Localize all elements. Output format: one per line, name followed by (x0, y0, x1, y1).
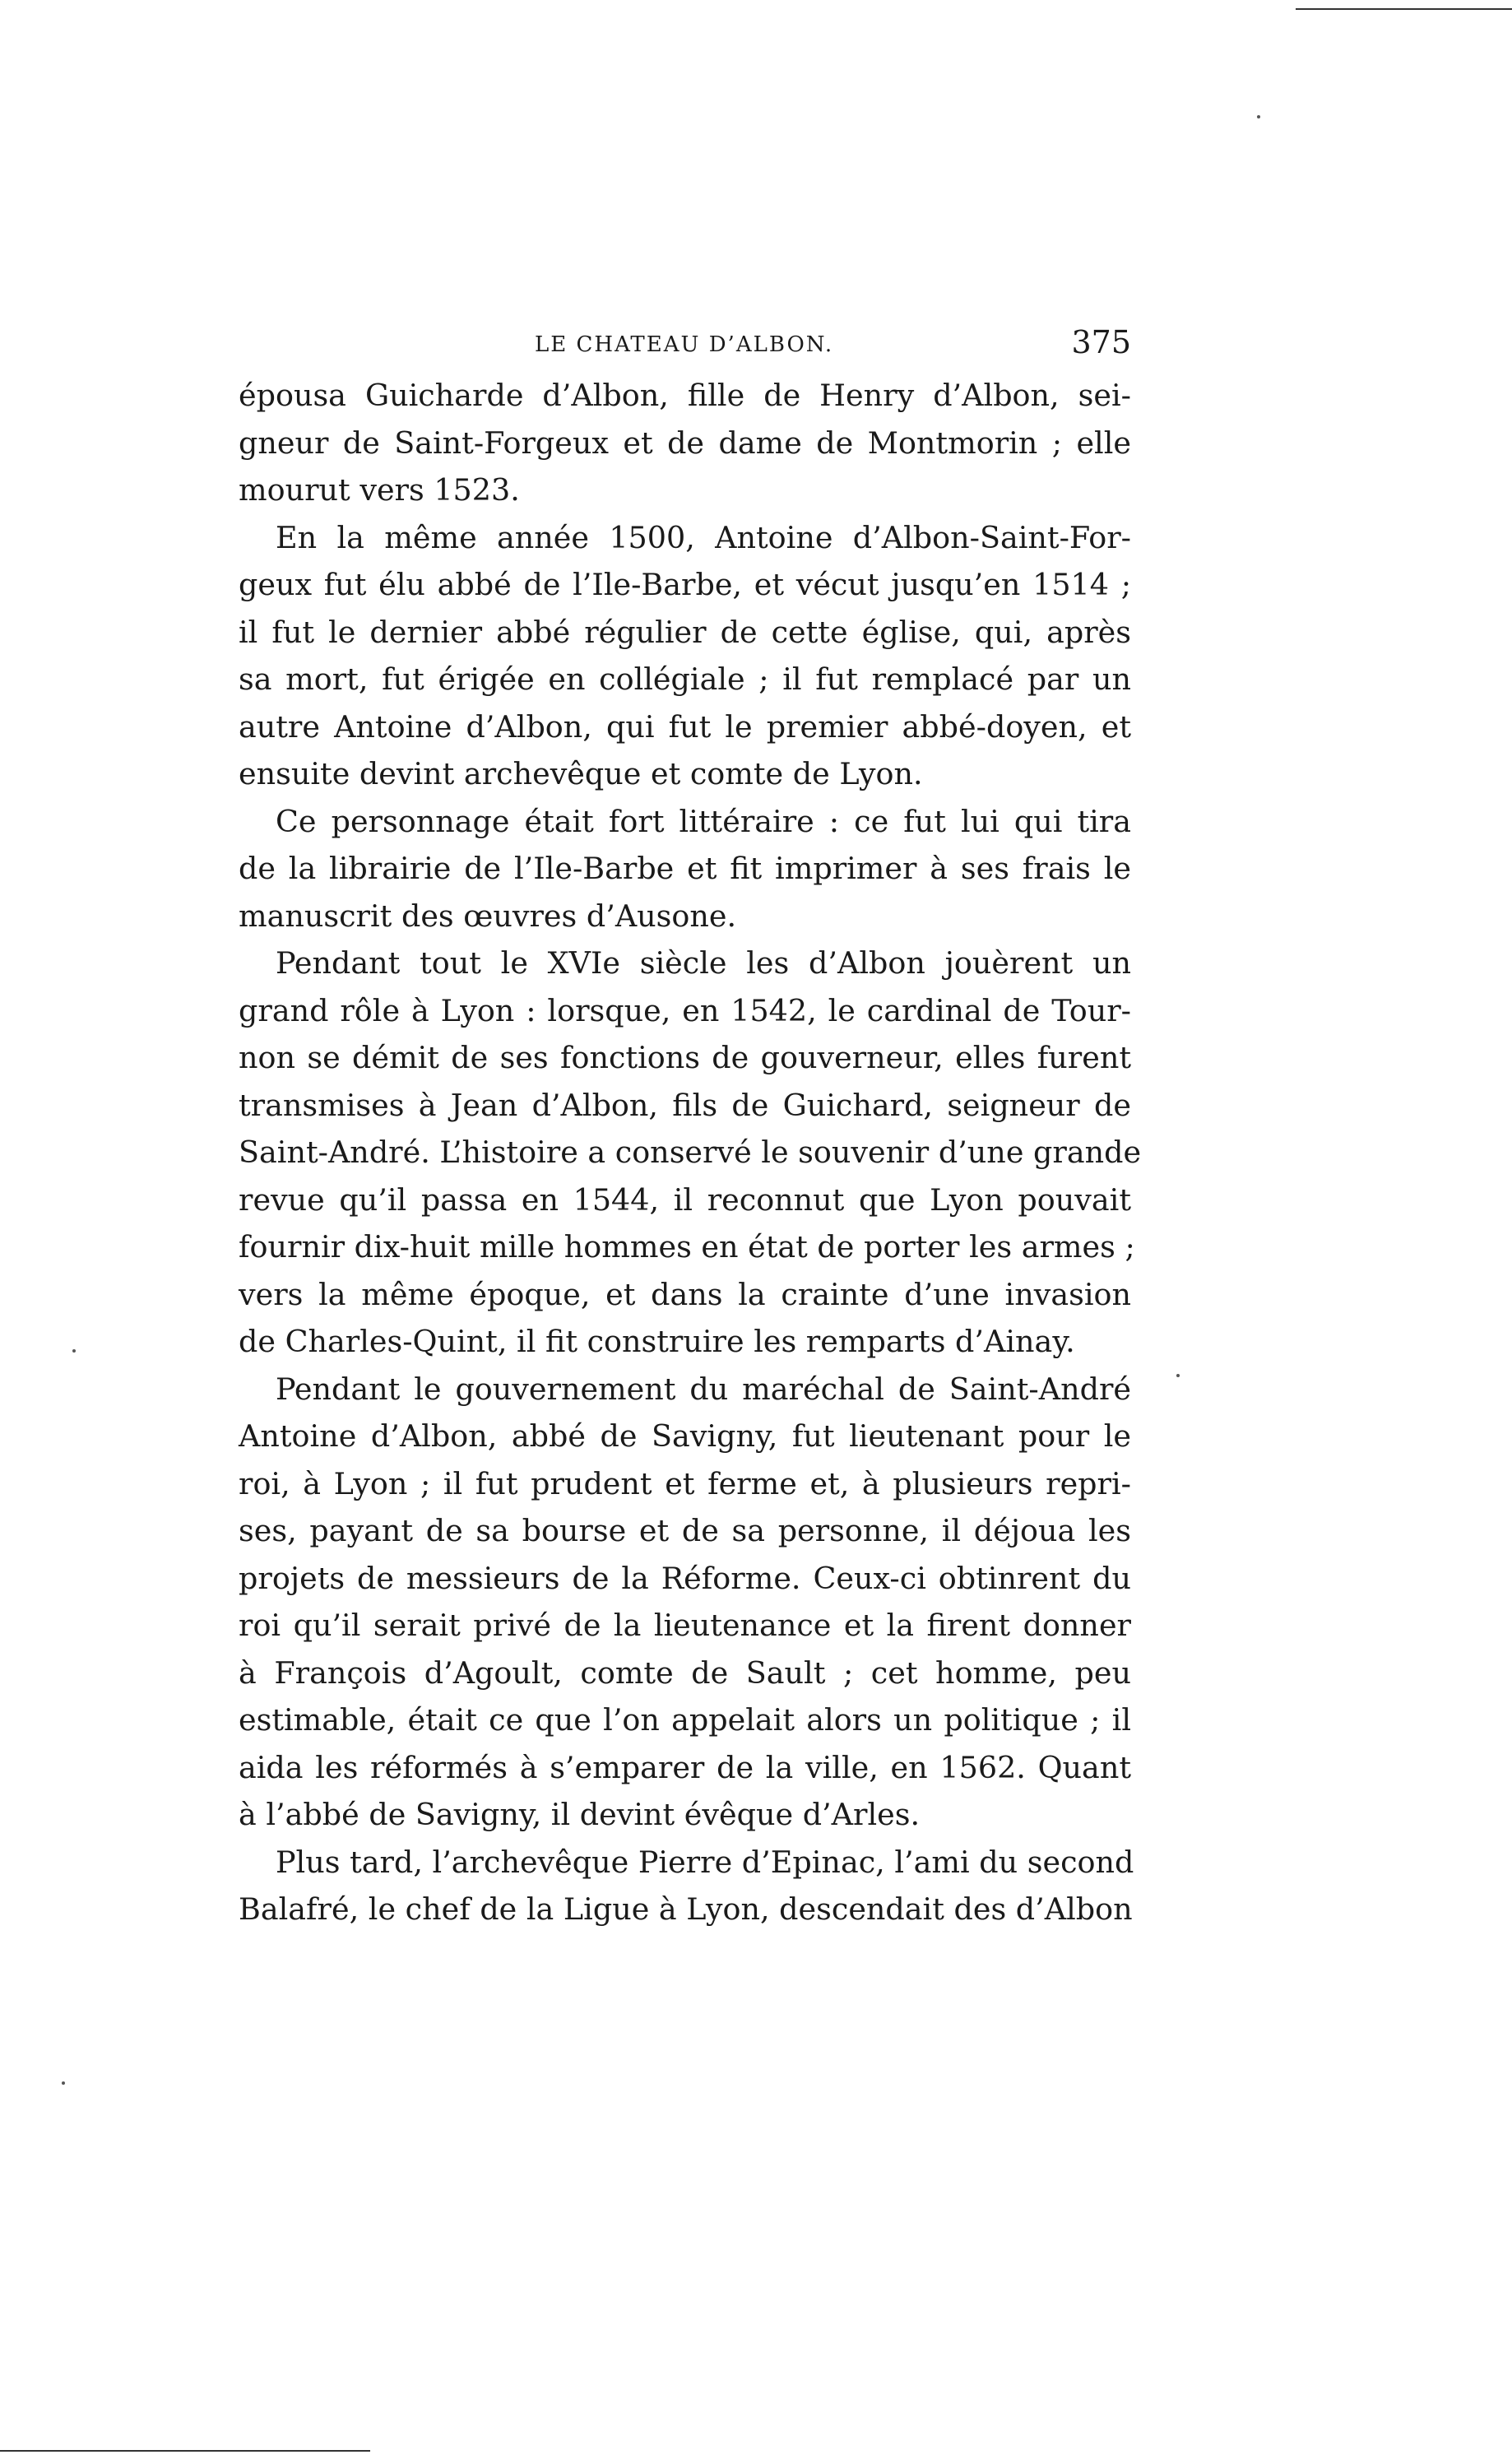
text-line: mourut vers 1523. (239, 472, 520, 508)
text-line: à François d’Agoult, comte de Sault ; cet homme, peu (239, 1654, 1131, 1691)
text-line: Saint-André. L’histoire a conservé le souvenir d’une grande (239, 1135, 1142, 1170)
paragraph-3 (239, 798, 1131, 940)
text-line: Ce personnage était fort littéraire : ce fut lui qui tira (276, 803, 1131, 839)
text-line: de Charles-Quint, il fit construire les remparts d’Ainay. (239, 1324, 1075, 1359)
text-line: manuscrit des œuvres d’Ausone. (239, 898, 737, 934)
text-line: En la même année 1500, Antoine d’Albon-Saint-For- (276, 519, 1131, 555)
paragraph-2 (239, 514, 1131, 798)
text-line: de la librairie de l’Ile-Barbe et fit imprimer à ses frais le (239, 851, 1131, 886)
text-line: à l’abbé de Savigny, il devint évêque d’Arles. (239, 1797, 921, 1832)
text-line: fournir dix-huit mille hommes en état de porter les armes ; (239, 1229, 1135, 1264)
text-line: transmises à Jean d’Albon, fils de Guichard, seigneur de (239, 1087, 1131, 1123)
page-number: 375 (1071, 324, 1131, 360)
scan-edge-rule-bottom (0, 2450, 370, 2452)
scan-speck (72, 1349, 76, 1353)
text-line: roi qu’il serait privé de la lieutenance et la firent donner (239, 1608, 1131, 1643)
text-line: projets de messieurs de la Réforme. Ceux-ci obtinrent du (239, 1560, 1131, 1596)
text-line: estimable, était ce que l’on appelait alors un politique ; il (239, 1702, 1131, 1738)
text-line: ensuite devint archevêque et comte de Lyon. (239, 756, 923, 791)
scan-edge-rule-top (1296, 8, 1512, 10)
paragraph-6 (239, 1839, 1134, 1933)
scan-speck (1176, 1374, 1180, 1377)
text-line: il fut le dernier abbé régulier de cette église, qui, après (239, 614, 1131, 650)
text-line: geux fut élu abbé de l’Ile-Barbe, et vécut jusqu’en 1514 ; (239, 567, 1131, 602)
text-line: non se démit de ses fonctions de gouverneur, elles furent (239, 1040, 1131, 1075)
text-line: grand rôle à Lyon : lorsque, en 1542, le cardinal de Tour- (239, 992, 1131, 1028)
text-line: aida les réformés à s’emparer de la ville, en 1562. Quant (239, 1749, 1131, 1785)
text-line: revue qu’il passa en 1544, il reconnut que Lyon pouvait (239, 1181, 1131, 1218)
book-page (239, 319, 1142, 1933)
text-line: autre Antoine d’Albon, qui fut le premier abbé-doyen, et (239, 708, 1131, 745)
text-line: épousa Guicharde d’Albon, fille de Henry d’Albon, sei- (239, 378, 1131, 413)
text-line: sa mort, fut érigée en collégiale ; il fut remplacé par un (239, 661, 1131, 697)
paragraph-4 (239, 940, 1142, 1366)
scan-speck (1257, 115, 1260, 118)
paragraph-1 (239, 372, 1131, 514)
text-line: vers la même époque, et dans la crainte d’une invasion (239, 1276, 1131, 1312)
text-line: ses, payant de sa bourse et de sa personne, il déjoua les (239, 1513, 1131, 1548)
text-line: roi, à Lyon ; il fut prudent et ferme et, à plusieurs repri- (239, 1465, 1131, 1501)
text-line: Balafré, le chef de la Ligue à Lyon, descendait des d’Albon (239, 1891, 1133, 1927)
text-line: Pendant le gouvernement du maréchal de Saint-André (276, 1371, 1131, 1407)
body-text (239, 372, 1142, 1933)
running-head (239, 319, 1131, 369)
running-head-title: LE CHATEAU D’ALBON. (535, 332, 834, 357)
scan-speck (62, 2081, 65, 2085)
text-line: gneur de Saint-Forgeux et de dame de Montmorin ; elle (239, 425, 1131, 461)
text-line: Pendant tout le XVIe siècle les d’Albon jouèrent un (276, 945, 1131, 981)
text-line: Antoine d’Albon, abbé de Savigny, fut lieutenant pour le (239, 1418, 1131, 1454)
paragraph-5 (239, 1366, 1131, 1839)
text-line: Plus tard, l’archevêque Pierre d’Epinac, l’ami du second (276, 1844, 1134, 1880)
